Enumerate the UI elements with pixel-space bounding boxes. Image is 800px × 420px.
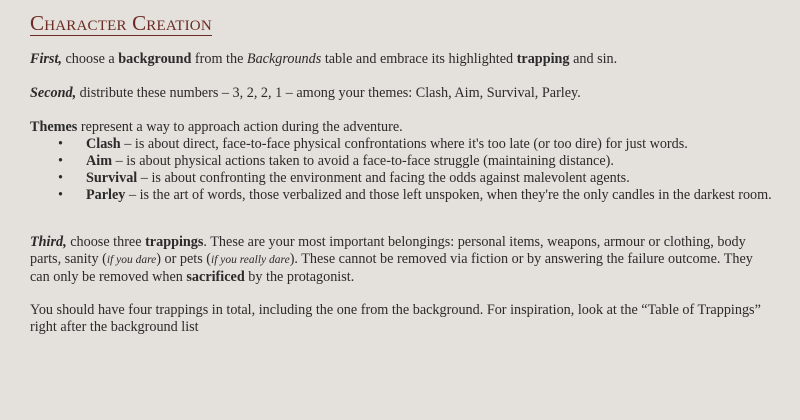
theme-description: – is about physical actions taken to avoid a face-to-face struggle (maintaining distance).	[112, 153, 614, 169]
theme-description: – is the art of words, those verbalized and those left unspoken, when they're the only candles in the darkest room.	[125, 187, 772, 203]
section-title: Character Creation	[30, 11, 212, 35]
themes-list	[30, 136, 772, 204]
bullet-icon: •	[58, 187, 63, 203]
theme-description: – is about confronting the environment and facing the odds against malevolent agents.	[137, 170, 630, 186]
backgrounds-table-ref: Backgrounds	[246, 51, 322, 67]
keyword-themes: Themes	[30, 119, 78, 135]
theme-name: Survival	[86, 170, 138, 186]
bullet-icon: •	[58, 170, 63, 186]
bullet-icon: •	[58, 153, 63, 169]
theme-name: Clash	[86, 136, 121, 152]
step-third-lead: Third,	[30, 234, 67, 250]
theme-item-aim	[58, 153, 772, 170]
keyword-trappings: trappings	[145, 234, 204, 250]
theme-item-parley	[58, 187, 772, 204]
aside-if-you-dare: if you dare	[106, 254, 157, 266]
theme-description: – is about direct, face-to-face physical confrontations where it's too late (or too dire) for just words.	[120, 136, 688, 152]
aside-if-you-really-dare: if you really dare	[211, 254, 290, 266]
closing-paragraph: You should have four trappings in total, including the one from the background. For inspiration, look at the “Table of Trappings” right after the background list	[30, 302, 761, 335]
theme-item-clash	[58, 136, 772, 153]
keyword-trapping: trapping	[516, 51, 570, 67]
themes-intro: Themes represent a way to approach action during the adventure.	[30, 119, 403, 135]
theme-name: Aim	[86, 153, 113, 169]
theme-item-survival	[58, 170, 772, 187]
step-first-paragraph: First, choose a background from the Backgrounds table and embrace its highlighted trapping and sin.	[30, 51, 618, 67]
step-first-lead: First,	[30, 51, 62, 67]
keyword-sacrificed: sacrificed	[186, 269, 245, 285]
keyword-background: background	[118, 51, 192, 67]
bullet-icon: •	[58, 136, 63, 152]
step-third-paragraph: Third, choose three trappings. These are your most important belongings: personal items, weapons, armour or clothing, body parts, sanity (if you dare) or pets (if you really dare). These cannot be removed via fiction or by answering the failure outcome. They can only be removed when sacrificed by the protagonist.	[30, 234, 753, 285]
step-second-paragraph: Second, distribute these numbers – 3, 2, 2, 1 – among your themes: Clash, Aim, Survival, Parley.	[30, 85, 581, 101]
step-second-lead: Second,	[30, 85, 77, 101]
theme-name: Parley	[86, 187, 126, 203]
